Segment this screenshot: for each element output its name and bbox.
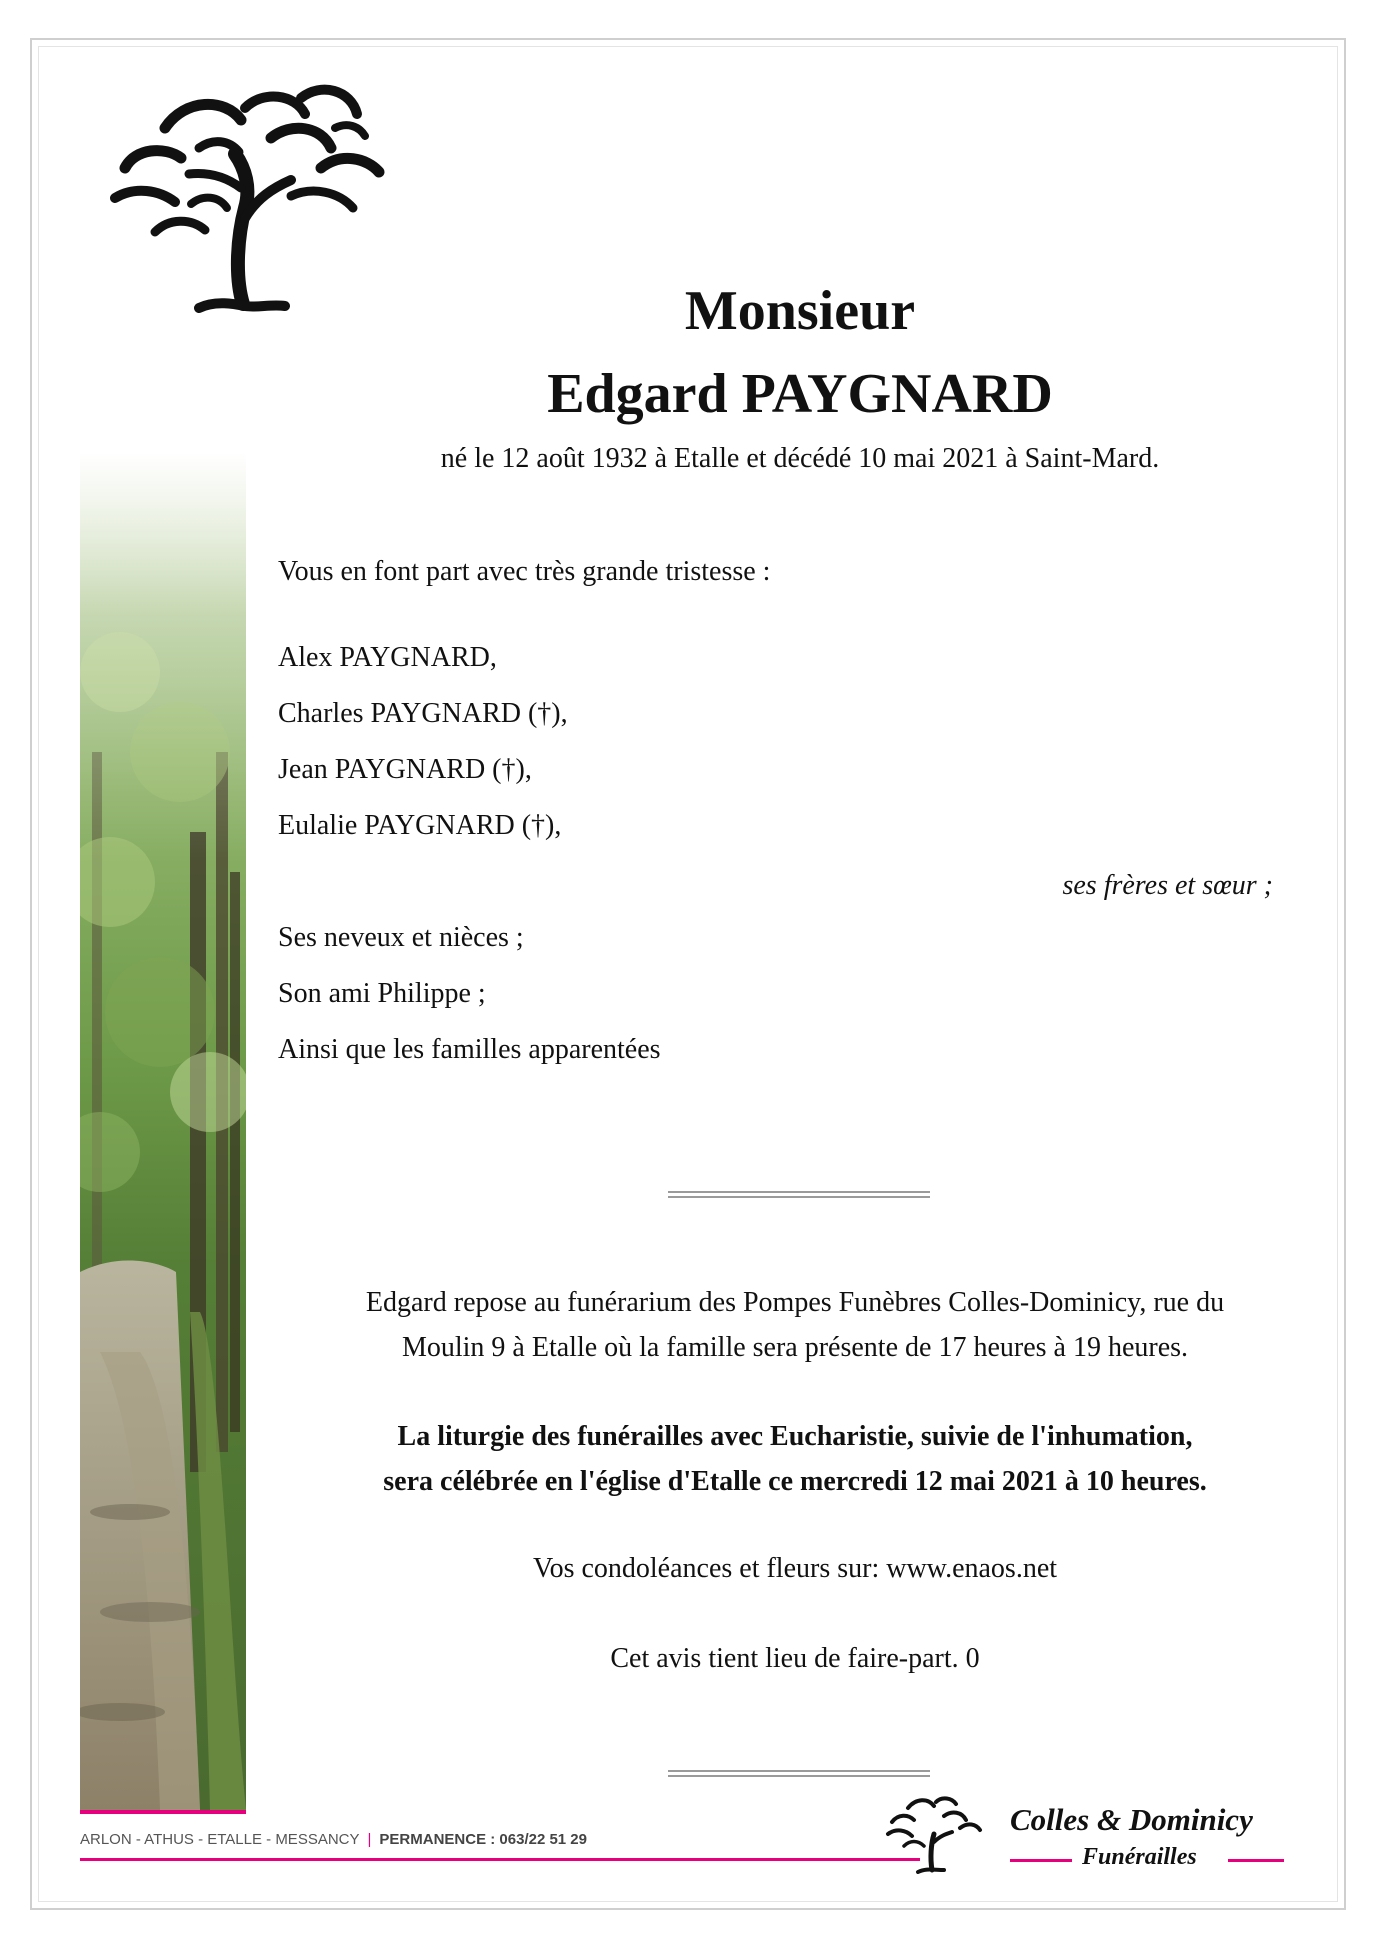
brand-accent-line (1228, 1859, 1284, 1862)
notice-line: Cet avis tient lieu de faire-part. 0 (610, 1643, 980, 1674)
footer-accent-line (80, 1858, 920, 1861)
intro-line: Vous en font part avec très grande tristesse : (278, 556, 771, 587)
siblings-label: ses frères et sœur ; (1062, 870, 1273, 901)
repose-line: Moulin 9 à Etalle où la famille sera présente de 17 heures à 19 heures. (401, 1332, 1189, 1363)
family-line: Ses neveux et nièces ; (278, 922, 524, 953)
footer-contact (80, 1831, 587, 1848)
title-honorific: Monsieur (684, 280, 916, 342)
birth-death-dates: né le 12 août 1932 à Etalle et décédé 10 mai 2021 à Saint-Mard. (440, 443, 1160, 474)
liturgy-line: La liturgie des funérailles avec Eucharistie, suivie de l'inhumation, (397, 1421, 1193, 1452)
brand-tree-icon (884, 1788, 984, 1874)
liturgy-paragraph (282, 1414, 1308, 1504)
sibling-line: Charles PAYGNARD (†), (278, 698, 568, 729)
condolences-line: Vos condoléances et fleurs sur: www.enaos.net (532, 1553, 1058, 1584)
liturgy-line: sera célébrée en l'église d'Etalle ce mercredi 12 mai 2021 à 10 heures. (383, 1466, 1207, 1497)
section-divider (668, 1191, 930, 1198)
footer-separator: | (367, 1831, 372, 1848)
sibling-line: Jean PAYGNARD (†), (278, 754, 532, 785)
forest-path-photo (80, 452, 246, 1810)
brand-name: Colles & Dominicy (1010, 1802, 1253, 1837)
repose-paragraph (282, 1280, 1308, 1370)
family-line: Ainsi que les familles apparentées (278, 1034, 661, 1065)
section-divider (668, 1770, 930, 1777)
deceased-name: Edgard PAYGNARD (547, 363, 1053, 425)
brand-subtitle: Funérailles (1082, 1844, 1197, 1870)
sibling-line: Alex PAYGNARD, (278, 642, 497, 673)
family-line: Son ami Philippe ; (278, 978, 486, 1009)
tree-logo-icon (95, 68, 395, 316)
brand-accent-line (1010, 1859, 1072, 1862)
sibling-line: Eulalie PAYGNARD (†), (278, 810, 562, 841)
repose-line: Edgard repose au funérarium des Pompes Funèbres Colles-Dominicy, rue du (365, 1287, 1225, 1318)
footer-locations: ARLON - ATHUS - ETALLE - MESSANCY (80, 1831, 360, 1848)
side-accent-bar (80, 1810, 246, 1814)
footer-permanence: PERMANENCE : 063/22 51 29 (379, 1831, 587, 1848)
